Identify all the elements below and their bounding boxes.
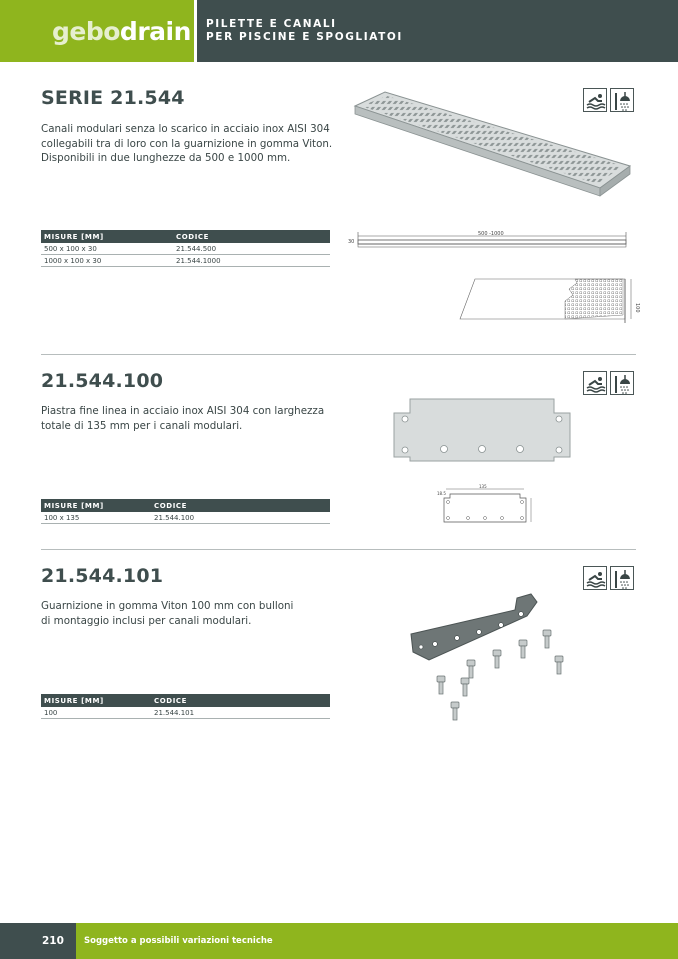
table-cell: 21.544.1000 [176,256,221,265]
header-title-line2: PER PISCINE E SPOGLIATOI [206,31,403,43]
table-header [41,230,330,243]
section-description [41,404,324,433]
table-header [41,499,330,512]
section-title: 21.544.101 [41,565,164,587]
section-title: SERIE 21.544 [41,87,185,109]
description-line: Disponibili in due lunghezze da 500 e 1000 mm. [41,152,291,165]
brand-logo [0,0,194,62]
end-plate-drawing [436,484,536,526]
table-header-cell: MISURE [MM] [44,696,104,705]
section-title: 21.544.100 [41,370,164,392]
product-table [41,230,330,267]
description-line: totale di 135 mm per i canali modulari. [41,419,243,432]
page-number: 210 [0,923,76,959]
footer-note: Soggetto a possibili variazioni tecniche [84,936,273,946]
section-description [41,599,293,628]
section-divider [41,549,636,550]
width-label: 135 [479,484,487,489]
table-cell: 100 x 135 [44,513,80,522]
description-line: Canali modulari senza lo scarico in acciaio inox AISI 304 [41,123,330,135]
header-separator [194,0,197,62]
table-row [41,512,330,524]
shower-icon [610,371,634,395]
table-header-cell: CODICE [154,696,188,705]
swimmer-icon [583,371,607,395]
table-cell: 21.544.100 [154,513,195,522]
section-description [41,122,332,166]
swimmer-icon [583,566,607,590]
table-cell: 1000 x 100 x 30 [44,256,102,265]
header-title [206,18,403,44]
table-header [41,694,330,707]
description-line: di montaggio inclusi per canali modulari. [41,614,252,627]
table-row [41,707,330,719]
usage-icons [583,371,634,395]
table-row [41,255,330,267]
shower-icon [610,566,634,590]
channel-perspective-drawing [455,275,645,327]
table-cell: 21.544.500 [176,244,217,253]
height-label: 100 [634,303,640,313]
section-divider [41,354,636,355]
length-label: 500 -1000 [478,231,504,237]
table-header-cell: MISURE [MM] [44,501,104,510]
brand-part2: drain [119,16,191,46]
side-label: 18.5 [437,491,446,496]
table-header-cell: MISURE [MM] [44,232,104,241]
brand-part1: gebo [52,16,120,46]
table-header-cell: CODICE [176,232,210,241]
product-table [41,694,330,719]
table-cell: 500 x 100 x 30 [44,244,97,253]
channel-side-drawing [346,228,636,258]
header-title-line1: PILETTE E CANALI [206,18,337,30]
table-cell: 100 [44,708,58,717]
table-row [41,243,330,255]
product-table [41,499,330,524]
channel-product-image [345,88,635,200]
table-header-cell: CODICE [154,501,188,510]
description-line: Guarnizione in gomma Viton 100 mm con bulloni [41,600,294,612]
end-plate-product-image [392,395,572,465]
description-line: collegabili tra di loro con la guarnizione in gomma Viton. [41,137,333,150]
usage-icons [583,566,634,590]
gasket-bolts-product-image [405,590,585,725]
depth-label: 30 [348,239,355,245]
table-cell: 21.544.101 [154,708,195,717]
description-line: Piastra fine linea in acciaio inox AISI 304 con larghezza [41,405,325,417]
